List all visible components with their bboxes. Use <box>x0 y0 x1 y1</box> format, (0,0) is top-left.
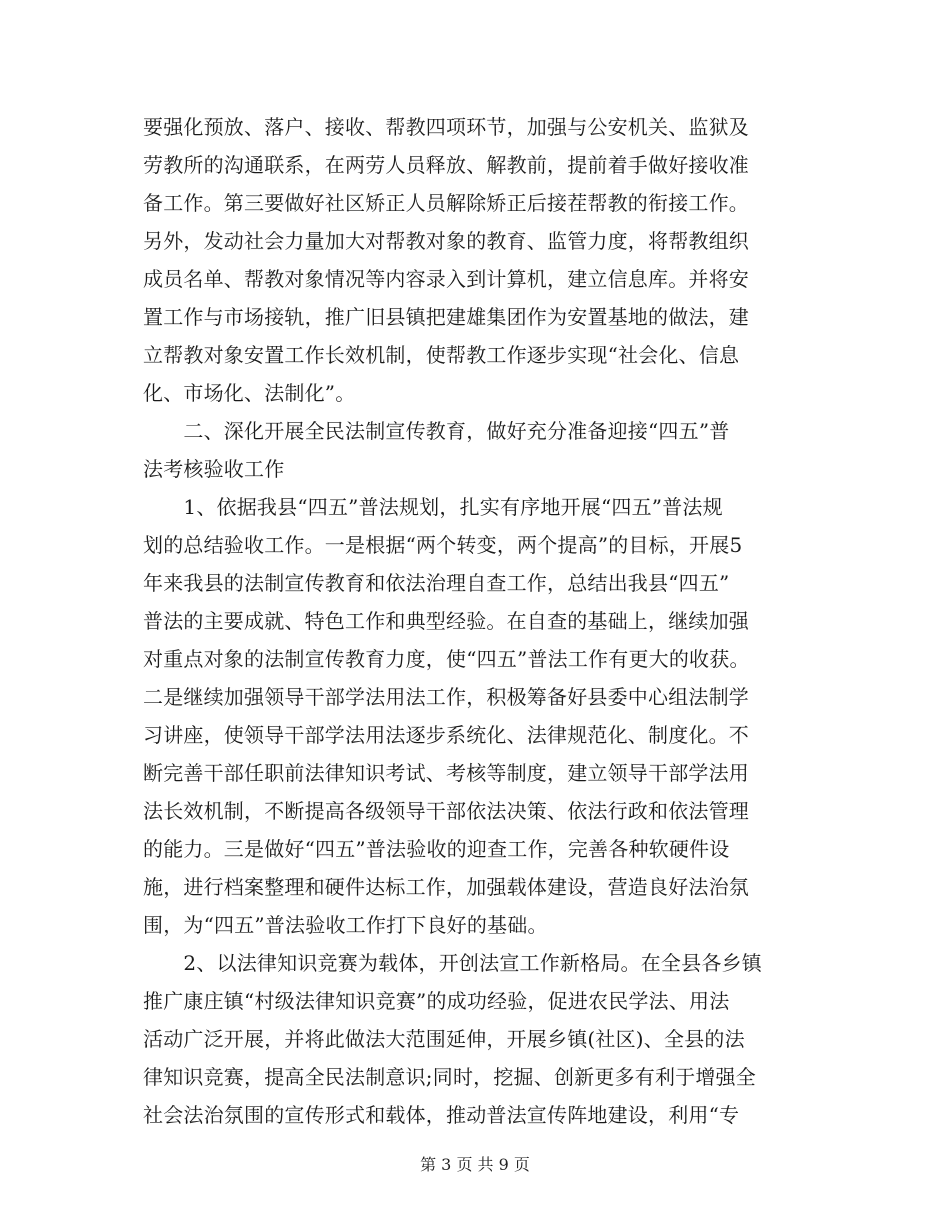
page-number-footer: 第 3 页 共 9 页 <box>420 1155 530 1174</box>
text-line: 成员名单、帮教对象情况等内容录入到计算机，建立信息库。并将安 <box>143 267 749 291</box>
text-line: 劳教所的沟通联系，在两劳人员释放、解教前，提前着手做好接收准 <box>143 153 749 177</box>
text-line: 1、依据我县“四五”普法规划，扎实有序地开展“四五”普法规 <box>143 495 723 519</box>
text-line: 另外，发动社会力量加大对帮教对象的教育、监管力度，将帮教组织 <box>143 229 749 253</box>
document-body <box>143 108 798 1134</box>
text-line: 法长效机制，不断提高各级领导干部依法决策、依法行政和依法管理 <box>143 799 749 823</box>
text-line: 施，进行档案整理和硬件达标工作，加强载体建设，营造良好法治氛 <box>143 875 749 899</box>
section-heading-line: 法考核验收工作 <box>143 457 285 481</box>
section-heading-line: 二、深化开展全民法制宣传教育，做好充分准备迎接“四五”普 <box>143 419 730 443</box>
text-line: 年来我县的法制宣传教育和依法治理自查工作，总结出我县“四五” <box>143 571 730 595</box>
text-line: 划的总结验收工作。一是根据“两个转变，两个提高”的目标，开展5 <box>143 533 743 557</box>
text-line: 要强化预放、落户、接收、帮教四项环节，加强与公安机关、监狱及 <box>143 115 749 139</box>
text-line: 置工作与市场接轨，推广旧县镇把建雄集团作为安置基地的做法，建 <box>143 305 749 329</box>
text-line: 活动广泛开展，并将此做法大范围延伸，开展乡镇(社区)、全县的法 <box>143 1027 745 1051</box>
text-line: 断完善干部任职前法律知识考试、考核等制度，建立领导干部学法用 <box>143 761 749 785</box>
text-line: 立帮教对象安置工作长效机制，使帮教工作逐步实现“社会化、信息 <box>143 343 740 367</box>
text-line: 社会法治氛围的宣传形式和载体，推动普法宣传阵地建设，利用“专 <box>143 1103 740 1127</box>
text-line: 二是继续加强领导干部学法用法工作，积极筹备好县委中心组法制学 <box>143 685 749 709</box>
text-line: 推广康庄镇“村级法律知识竞赛”的成功经验，促进农民学法、用法 <box>143 989 730 1013</box>
text-line: 对重点对象的法制宣传教育力度，使“四五”普法工作有更大的收获。 <box>143 647 750 671</box>
text-line: 围，为“四五”普法验收工作打下良好的基础。 <box>143 913 548 937</box>
text-line: 2、以法律知识竞赛为载体，开创法宣工作新格局。在全县各乡镇 <box>143 951 762 975</box>
text-line: 备工作。第三要做好社区矫正人员解除矫正后接茬帮教的衔接工作。 <box>143 191 749 215</box>
text-line: 律知识竞赛，提高全民法制意识;同时，挖掘、创新更多有利于增强全 <box>143 1065 756 1089</box>
text-line: 普法的主要成就、特色工作和典型经验。在自查的基础上，继续加强 <box>143 609 749 633</box>
text-line: 习讲座，使领导干部学法用法逐步系统化、法律规范化、制度化。不 <box>143 723 749 747</box>
text-line: 化、市场化、法制化”。 <box>143 381 356 405</box>
text-line: 的能力。三是做好“四五”普法验收的迎查工作，完善各种软硬件设 <box>143 837 730 861</box>
